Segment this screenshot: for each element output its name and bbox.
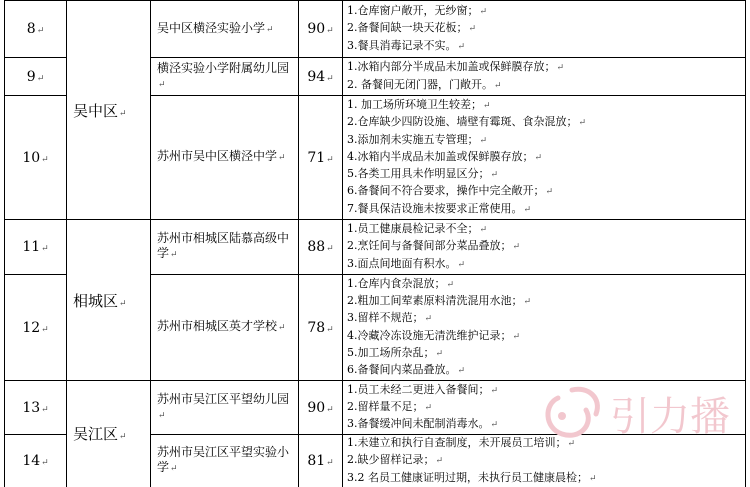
table-row [5, 381, 746, 435]
issues-cell [343, 220, 746, 275]
issue-item: 3.2 名员工健康证明过期，未执行员工健康晨检；↵ [347, 470, 597, 484]
cell-end-mark: ↵ [490, 170, 499, 181]
cell-end-mark: ↵ [119, 432, 127, 443]
row-number-cell [5, 275, 67, 381]
cell-end-mark: ↵ [326, 26, 334, 36]
school-cell [151, 96, 299, 220]
issue-item: 1.冰箱内部分半成品未加盖或保鲜膜存放；↵ [347, 60, 565, 74]
score-value: 81 [307, 452, 326, 469]
watermark-text: 引力播 [610, 394, 730, 440]
row-number: 14 [22, 452, 41, 469]
score-value: 78 [307, 319, 326, 336]
cell-end-mark: ↵ [41, 404, 49, 415]
cell-end-mark: ↵ [119, 298, 127, 309]
score-cell [299, 58, 343, 96]
score-cell [299, 381, 343, 435]
issue-item: 3.餐具消毒记录不实。↵ [347, 38, 466, 52]
school-cell [151, 58, 299, 96]
cell-end-mark: ↵ [523, 296, 532, 307]
score-value: 90 [307, 21, 326, 37]
row-number: 9 [26, 68, 36, 85]
district-name: 相城区 [73, 291, 119, 310]
issue-item: 1.仓库内食杂混放；↵ [347, 276, 455, 290]
issues-cell [343, 1, 746, 58]
cell-end-mark: ↵ [36, 73, 45, 84]
score-cell [299, 435, 343, 487]
school-name: 苏州市相城区陆慕高级中学 [157, 231, 290, 260]
issue-item: 7.餐具保洁设施未按要求正常使用。↵ [347, 201, 532, 215]
issue-item: 5.加工场所杂乱；↵ [347, 345, 444, 359]
row-number: 10 [22, 149, 41, 166]
issue-item: 4.冰箱内半成品未加盖或保鲜膜存放；↵ [347, 149, 543, 163]
score-value: 90 [307, 399, 326, 416]
cell-end-mark: ↵ [446, 279, 455, 290]
issue-item: 2.留样量不足；↵ [347, 399, 433, 413]
cell-end-mark: ↵ [457, 259, 466, 270]
school-cell [151, 435, 299, 487]
cell-end-mark: ↵ [512, 331, 521, 342]
cell-end-mark: ↵ [457, 41, 466, 52]
score-cell [299, 96, 343, 220]
issue-item: 3.面点间地面有积水。↵ [347, 256, 466, 270]
issues-cell [343, 381, 746, 435]
cell-end-mark: ↵ [326, 457, 334, 468]
cell-end-mark: ↵ [170, 250, 178, 260]
table-row [5, 220, 746, 275]
cell-end-mark: ↵ [424, 314, 433, 325]
cell-end-mark: ↵ [266, 24, 274, 35]
cell-end-mark: ↵ [479, 135, 488, 146]
row-number-cell [5, 435, 67, 487]
issues-cell [343, 96, 746, 220]
issue-item: 1.仓库窗户敞开，无纱窗；↵ [347, 4, 488, 18]
issue-item: 1.员工未经二更进入备餐间；↵ [347, 382, 499, 396]
inspection-table [4, 0, 746, 487]
cell-end-mark: ↵ [512, 242, 521, 253]
school-name: 苏州市吴江区平望实验小学 [157, 444, 290, 474]
cell-end-mark: ↵ [479, 225, 488, 236]
row-number: 13 [22, 399, 41, 416]
school-name: 苏州市吴中区横泾中学 [157, 149, 278, 163]
issue-item: 1.未建立和执行自查制度，未开展员工培训；↵ [347, 436, 576, 449]
cell-end-mark: ↵ [36, 26, 45, 36]
district-name: 吴中区 [73, 101, 119, 120]
cell-end-mark: ↵ [158, 410, 166, 421]
issue-item: 3.添加剂未实施五专管理；↵ [347, 132, 488, 146]
cell-end-mark: ↵ [468, 24, 477, 35]
cell-end-mark: ↵ [158, 79, 166, 90]
district-cell [67, 1, 151, 220]
cell-end-mark: ↵ [494, 80, 502, 91]
cell-end-mark: ↵ [41, 154, 49, 165]
issue-item: 6.备餐间不符合要求，操作中完全敞开；↵ [347, 184, 554, 198]
issue-item: 2.粗加工间荤素原料清洗混用水池；↵ [347, 293, 532, 307]
school-name: 横泾实验小学附属幼儿园 [157, 60, 290, 75]
cell-end-mark: ↵ [457, 366, 466, 377]
issue-item: 1.员工健康晨检记录不全；↵ [347, 222, 488, 236]
cell-end-mark: ↵ [424, 402, 433, 413]
score-value: 94 [307, 68, 326, 85]
cell-end-mark: ↵ [41, 324, 49, 335]
cell-end-mark: ↵ [435, 348, 444, 359]
school-cell [151, 275, 299, 381]
issue-item: 5.各类工用具未作明显区分；↵ [347, 167, 499, 181]
cell-end-mark: ↵ [534, 152, 543, 163]
issue-item: 1. 加工场所环境卫生较差；↵ [347, 97, 491, 111]
district-cell [67, 220, 151, 381]
school-name: 吴中区横泾实验小学 [157, 20, 266, 35]
row-number-cell [5, 58, 67, 96]
school-cell [151, 1, 299, 58]
issue-item: 4.冷藏冷冻设施无清洗维护记录；↵ [347, 328, 521, 342]
issues-cell [343, 275, 746, 381]
cell-end-mark: ↵ [41, 457, 49, 468]
score-value: 88 [307, 239, 326, 255]
cell-end-mark: ↵ [545, 187, 554, 198]
cell-end-mark: ↵ [435, 456, 444, 467]
school-name: 苏州市相城区英才学校 [157, 319, 278, 333]
issue-item: 3.留样不规范；↵ [347, 311, 433, 325]
cell-end-mark: ↵ [589, 473, 597, 484]
cell-end-mark: ↵ [326, 154, 334, 165]
cell-end-mark: ↵ [170, 463, 178, 474]
row-number-cell [5, 96, 67, 220]
issue-item: 2.仓库缺少四防设施、墙壁有霉斑、食杂混放；↵ [347, 115, 587, 129]
cell-end-mark: ↵ [278, 153, 286, 163]
cell-end-mark: ↵ [278, 323, 286, 333]
cell-end-mark: ↵ [326, 73, 334, 84]
row-number-cell [5, 220, 67, 275]
issue-item: 6.备餐间内菜品叠放。↵ [347, 363, 466, 377]
issues-cell [343, 435, 746, 487]
cell-end-mark: ↵ [578, 118, 587, 129]
cell-end-mark: ↵ [326, 244, 334, 254]
cell-end-mark: ↵ [556, 63, 565, 74]
score-cell [299, 275, 343, 381]
row-number-cell [5, 1, 67, 58]
row-number: 12 [22, 319, 41, 336]
school-cell [151, 381, 299, 435]
district-name: 吴江区 [73, 425, 119, 444]
school-cell [151, 220, 299, 275]
score-cell [299, 220, 343, 275]
cell-end-mark: ↵ [41, 244, 49, 254]
issue-item: 2.备餐间缺一块天花板；↵ [347, 21, 477, 35]
cell-end-mark: ↵ [483, 100, 491, 111]
cell-end-mark: ↵ [490, 385, 499, 396]
cell-end-mark: ↵ [523, 204, 532, 215]
score-cell [299, 1, 343, 58]
cell-end-mark: ↵ [326, 404, 334, 415]
row-number-cell [5, 381, 67, 435]
score-value: 71 [307, 149, 326, 166]
cell-end-mark: ↵ [119, 108, 127, 119]
cell-end-mark: ↵ [490, 420, 499, 431]
issues-cell [343, 58, 746, 96]
issue-item: 2.烹饪间与备餐间部分菜品叠放；↵ [347, 239, 521, 253]
row-number: 8 [26, 21, 36, 37]
cell-end-mark: ↵ [567, 439, 576, 449]
cell-end-mark: ↵ [479, 7, 488, 18]
issue-item: 3.备餐缓冲间未配制消毒水。↵ [347, 417, 499, 431]
table-row [5, 1, 746, 58]
school-name: 苏州市吴江区平望幼儿园 [157, 391, 290, 406]
row-number: 11 [22, 239, 41, 255]
issue-item: 2.缺少留样记录；↵ [347, 453, 444, 467]
issue-item: 2. 备餐间无闭门器，门敞开。↵ [347, 77, 502, 91]
district-cell [67, 381, 151, 487]
cell-end-mark: ↵ [326, 324, 334, 335]
